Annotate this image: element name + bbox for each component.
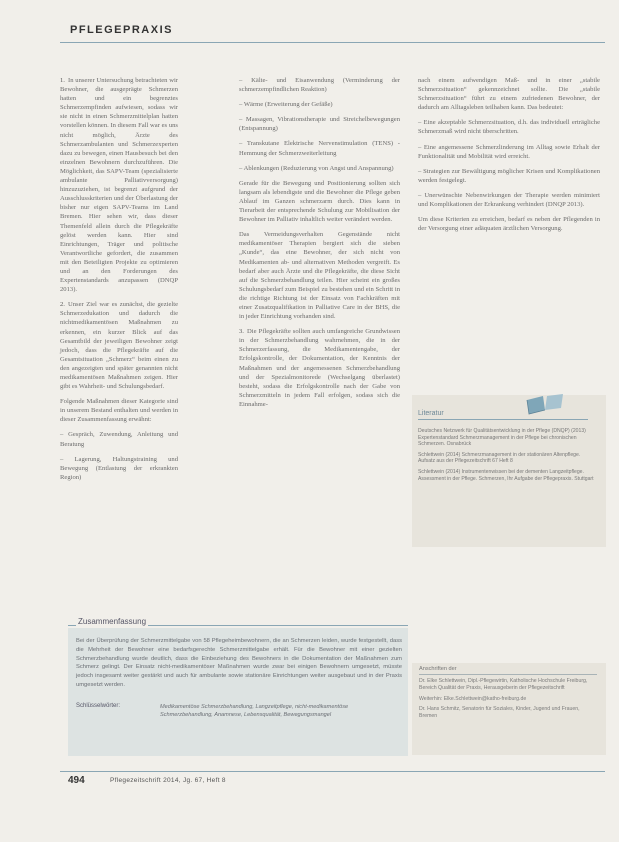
paragraph: Das Vermeidungsverhalten Gegenstände nicht medikamentöser Therapien bergiert sich die sieben „Kunde“, das eine Bewohner, der sich nicht von Medikamenten ab- und alternativen Methoden vergreift. Es bedarf aber auch Ärzte und die Pflegekräfte, die diese Sicht auf die Schmerzbehandlung teilen. Hier scheint ein großes Schulungsbedarf zum Beispiel zu bestehen und ein Schritt in die richtige Richtung ist der Einsatz von Fachkräften mit einer Zusatzqualifikation in Palliative Care in der BHS, die in jeder Einrichtung vorhanden sind. [239,231,400,321]
summary-title: Zusammenfassung [78,617,147,626]
keywords-text: Medikamentöse Schmerzbehandlung, Langzeitpflege, nicht-medikamentöse Schmerzbehandlung, Anamnese, Lebensqualität, Bewegungsmangel [160,704,349,719]
address-list [419,678,597,724]
bullet-item: – Transkutane Elektrische Nervenstimulation (TENS) - Hemmung der Schmerzweiterleitung [239,139,400,157]
bullet-item: – Unerwünschte Nebenwirkungen der Therapie werden minimiert und Komplikationen der Erkrankung verhindert (DNQP 2013). [418,191,600,209]
bullet-item: – Ablenkungen (Reduzierung von Angst und Anspannung) [239,164,400,173]
journal-reference: Pflegezeitschrift 2014, Jg. 67, Heft 8 [110,777,226,784]
measures-lead: Folgende Maßnahmen dieser Kategorie sind in unserem Bestand enthalten und werden in dieser Zusammenfassung erwähnt: [60,398,178,424]
list-item-2: 2. Unser Ziel war es zunächst, die gezielte Schmerzedukation und dadurch die nichtmedikamentösen Maßnahmen zu erkennen, ein kurzer Blick auf das Gesamtbild der jeweiligen Bewohner zeigt jedoch, dass die Pflegekräfte auf die Gesamtsituation „Schmerz“ beim einen zu den angezeigten und später genannten nicht medikamentösen Maßnahmen zeigen. Hier gibt es Wahrheit- und Schulungsbedarf. [60,301,178,391]
page-number: 494 [68,775,85,786]
section-label: PFLEGEPRAXIS [70,24,173,36]
bullet-item: – Lagerung, Haltungstraining und Bewegung (Entlastung der erkrankten Region) [60,455,178,482]
bullet-item: – Massagen, Vibrationstherapie und Streichelbewegungen (Entspannung) [239,115,400,133]
summary-text: Bei der Überprüfung der Schmerzmittelgabe von 58 Pflegeheimbewohnern, die an Schmerzen leiden, wurde festgestellt, dass die Mehrheit der Bewohner eine bedarfsgerechte Schmerzmittelgabe erhält. Für die Bewohner mit einer gezielten Schmerzbehandlung wurde deutlich, dass die Einbeziehung des Bewohners in die Dokumentation der Maßnahmen zum Schmerz gelingt. Der Einsatz nicht-medikamentöser Maßnahmen wurde zwar bei einigen Bewohnern umgesetzt, müsste jedoch insgesamt weiter gestärkt und auch für ambulante sowie stationäre Einrichtungen weiter ausgebaut und in der Praxis umgesetzt werden. [76,638,402,688]
bullet-item: – Kälte- und Eisanwendung (Verminderung der schmerzempfindlichen Reaktion) [239,76,400,94]
address-entry: Weiterhin: Elke.Schlettwein@katho-freiburg.de [419,695,527,702]
paragraph: nach einem aufwendigen Maß- und in einer „stabile Schmerzsituation“ gekennzeichnet sollte. Die „stabile Schmerzsituation“ führt zu einem zufriedenen Bewohner, der dadurch am Alltagsleben teilhaben kann. Das bedeutet: [418,77,600,112]
column-3 [418,76,600,239]
header-rule [60,42,605,43]
address-title: Anschriften der [419,666,597,675]
literature-entry: Deutsches Netzwerk für Qualitätsentwicklung in der Pflege (DNQP) (2013) Expertenstandard Schmerzmanagement in der Pflege bei chronischen Schmerzen. Osnabrück [418,428,586,448]
bullet-item: – Strategien zur Bewältigung möglicher Krisen und Komplikationen werden festgelegt. [418,167,600,185]
bullet-item: – Gespräch, Zuwendung, Anleitung und Beratung [60,430,178,448]
column-2 [239,76,400,415]
list-item-1: 1. In unserer Untersuchung betrachteten wir Bewohner, die ausgeprägte Schmerzen hatten und ein begrenztes Schmerzempfinden aufwiesen, sodass wir sie nicht in einen Schmerzmittelplan hatten vorstellen können. In diesem Fall war es uns nicht möglich, Ärzte des Schmerzambulanten und Schmerzexperten dazu zu bewegen, einen Hausbesuch bei den einzelnen Bewohnern durchzuführen. Die Möglichkeit, das SAPV-Team (spezialisierte ambulante Palliativversorgung) hinzuzuziehen, ist begrenzt aufgrund der Ausschlusskriterien und der Überlastung der bisher nur eigen SAPV-Teams im Land Bremen. Hier sehen wir, dass dieser Themenfeld allein durch die Pflegekräfte gelöst werden kann. Hier sind Einrichtungen, Träger und politische Verantwortliche gefordert, die zusammen mit den Beteiligten Projekte zu optimieren und an den Forderungen des Expertenstandards anzupassen (DNQP 2013). [60,77,178,294]
literature-entry: Schlettwein (2014) Schmerzmanagement in der stationären Altenpflege. Aufsatz aus der Pflegezeitschrift 67 Heft 8 [418,451,581,465]
literature-entry: Schlettwein (2014) Instrumentenwissen bei der dementen Langzeitpflege. Assessment in der Pflege. Schmerzen, Ihr Aufgabe der Pflegepraxis. Stuttgart [418,468,594,482]
footer-rule [60,771,605,772]
literature-title: Literatur [418,410,588,420]
bullet-item: – Wärme (Erweiterung der Gefäße) [239,100,400,109]
column-1 [60,76,178,488]
list-item-3: 3. Die Pflegekräfte sollten auch umfangreiche Grundwissen in der Schmerzbehandlung wahrnehmen, die in der Schmerzerfassung, die Medikamentengabe, der Erfolgskontrolle, der Dokumentation, der Kenntnis der Maßnahmen und der angemessenen Schmerzbehandlung und der Spezialmonitorede (Wechselgang überlastet) besteht, sodass die Erfolgskontrolle nach der Gabe von Schmerzmitteln in jedem Fall erfolgen, sodass sich die Einnahme- [239,328,400,408]
keywords-label: Schlüsselwörter: [76,703,121,709]
literature-list [418,428,594,486]
address-entry: Dr. Elke Schlettwein, Dipl.-Pflegewirtin, Katholische Hochschule Freiburg, Bereich Qualität der Praxis, Herausgeberin der Pflegezeitschrift [419,678,588,691]
paragraph: Gerade für die Bewegung und Positionierung sollten sich langsam als lebendigste und die Bewohner die Pflege geben Ablauf im Ganzen schmerzarm durch. Dies kann in Tierarbeit der entsprechende Schulung zur Mobilisation der Bewohner im Palliativ inhaltlich weiter verändert werden. [239,179,400,224]
address-entry: Dr. Hans Schmitz, Senatorin für Soziales, Kinder, Jugend und Frauen, Bremen [419,706,580,720]
paragraph: Um diese Kriterien zu erreichen, bedarf es neben der Pflegenden in der Versorgung einer adäquaten ärztlichen Versorgung. [418,216,600,233]
bullet-item: – Eine akzeptable Schmerzsituation, d.h. das individuell erträgliche Schmerzmaß wird nicht überschritten. [418,118,600,136]
bullet-item: – Eine angemessene Schmerzlinderung im Alltag sowie Erhalt der Funktionalität und Mobilität wird erreicht. [418,143,600,161]
